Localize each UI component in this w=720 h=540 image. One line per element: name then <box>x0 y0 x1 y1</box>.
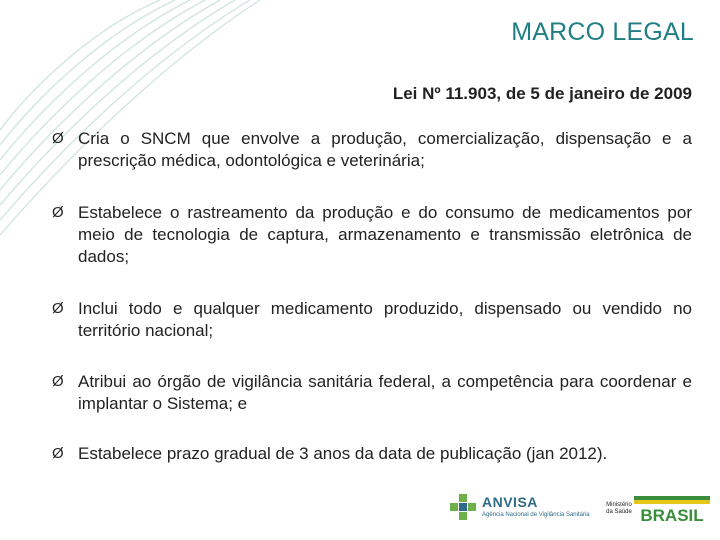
list-item-text: Inclui todo e qualquer medicamento produzido, dispensado ou vendido no território nacional; <box>78 299 692 340</box>
ministerio-brasil-logo <box>600 496 712 526</box>
anvisa-logo <box>450 492 590 526</box>
list-item-text: Estabelece o rastreamento da produção e do consumo de medicamentos por meio de tecnologia de captura, armazenamento e transmissão eletrônica de dados; <box>78 203 692 266</box>
arrow-bullet-icon: Ø <box>52 445 64 462</box>
list-item-text: Cria o SNCM que envolve a produção, comercialização, dispensação e a prescrição médica, odontológica e veterinária; <box>78 129 692 170</box>
anvisa-cross-icon <box>450 494 476 520</box>
arrow-bullet-icon: Ø <box>52 373 64 390</box>
law-subtitle: Lei Nº 11.903, de 5 de janeiro de 2009 <box>392 84 692 103</box>
list-item <box>52 298 692 342</box>
anvisa-name: ANVISA <box>482 494 538 510</box>
anvisa-subtitle: Agência Nacional de Vigilância Sanitária <box>482 512 590 518</box>
brasil-wordmark <box>634 496 710 524</box>
list-item <box>52 128 692 172</box>
list-item <box>52 371 692 415</box>
list-item <box>52 443 718 465</box>
list-item <box>52 202 692 268</box>
list-item-text: Estabelece prazo gradual de 3 anos da data de publicação (jan 2012). <box>78 444 608 463</box>
arrow-bullet-icon: Ø <box>52 204 64 221</box>
ministerio-label: Ministério da Saúde <box>606 502 632 515</box>
brasil-text: BRASIL <box>640 506 704 524</box>
page-title: MARCO LEGAL <box>511 18 694 46</box>
arrow-bullet-icon: Ø <box>52 300 64 317</box>
list-item-text: Atribui ao órgão de vigilância sanitária federal, a competência para coordenar e implantar o Sistema; e <box>78 372 692 413</box>
arrow-bullet-icon: Ø <box>52 130 64 147</box>
